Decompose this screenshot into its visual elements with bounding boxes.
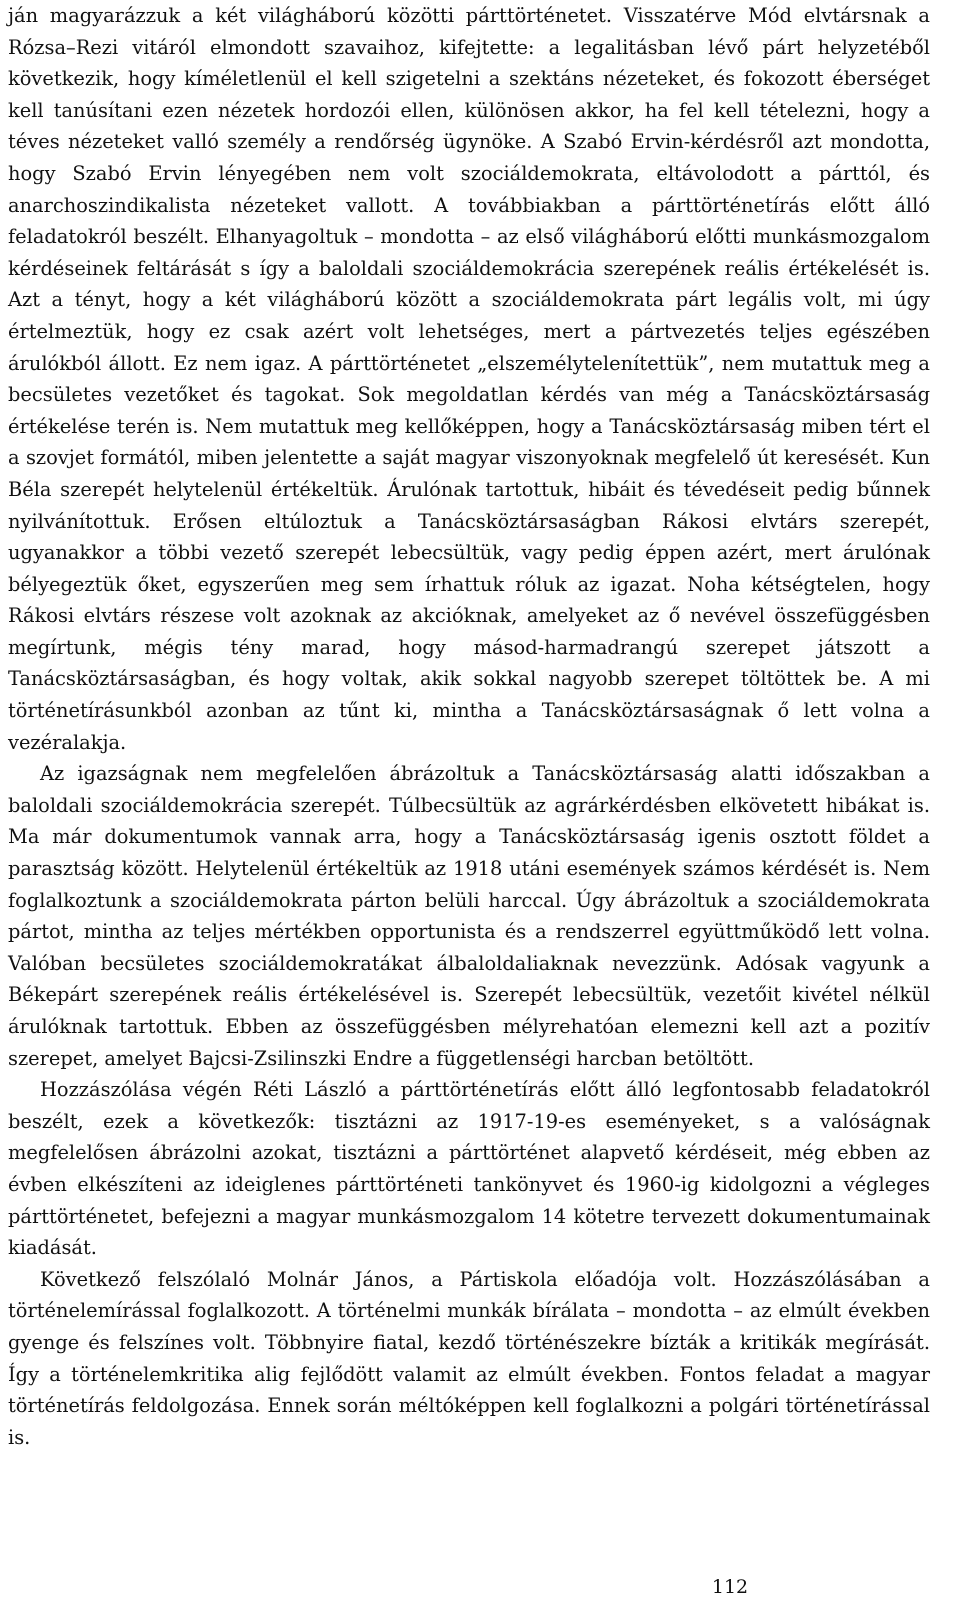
paragraph-4: Következő felszólaló Molnár János, a Pártiskola előadója volt. Hozzászólásában a történelemírással foglalkozott. A történelmi munkák bírálata – mondotta – az elmúlt években gyenge és felszínes volt. Többnyire fiatal, kezdő történészekre bízták a kritikák megírását. Így a történelemkritika alig fejlődött valamit az elmúlt években. Fontos feladat a magyar történetírás feldolgozása. Ennek során méltóképpen kell foglalkozni a polgári történetírással is. <box>8 1267 930 1449</box>
paragraph-2: Az igazságnak nem megfelelően ábrázoltuk a Tanácsköztársaság alatti időszakban a baloldali szociáldemokrácia szerepét. Túlbecsültük az agrárkérdésben elkövetett hibákat is. Ma már dokumentumok vannak arra, hogy a Tanácsköztársaság igenis osztott földet a parasztság között. Helytelenül értékeltük az 1918 utáni események számos kérdését is. Nem foglalkoztunk a szociáldemokrata párton belüli harccal. Úgy ábrázoltuk a szociáldemokrata pártot, mintha az teljes mértékben opportunista és a rendszerrel együttműködő lett volna. Valóban becsületes szociáldemokratákat álbaloldaliaknak nevezzünk. Adósak vagyunk a Békepárt szerepének reális értékelésével is. Szerepét lebecsültük, vezetőit kivétel nélkül árulóknak tartottuk. Ebben az összefüggésben mélyrehatóan elemezni kell azt a pozitív szerepet, amelyet Bajcsi-Zsilinszki Endre a függetlenségi harcban betöltött. <box>8 762 930 1070</box>
document-page <box>8 0 930 1453</box>
paragraph-3: Hozzászólása végén Réti László a párttörténetírás előtt álló legfontosabb feladatokról beszélt, ezek a következők: tisztázni az 1917-19-es eseményeket, s a valóságnak megfelelősen ábrázolni azokat, tisztázni a párttörténet alapvető kérdéseit, még ebben az évben elkészíteni az ideiglenes párttörténeti tankönyvet és 1960-ig kidolgozni a végleges párttörténetet, befejezni a magyar munkásmozgalom 14 kötetre tervezett dokumentumainak kiadását. <box>8 1078 930 1260</box>
page-number: 112 <box>711 1576 749 1598</box>
paragraph-1: ján magyarázzuk a két világháború közötti párttörténetet. Visszatérve Mód elvtársnak a Rózsa–Rezi vitáról elmondott szavaihoz, kifejtette: a legalitásban lévő párt helyzetéből következik, hogy kíméletlenül el kell szigetelni a szektáns nézeteket, és fokozott éberséget kell tanúsítani ezen nézetek hordozói ellen, különösen akkor, ha fel kell tételezni, hogy a téves nézeteket valló személy a rendőrség ügynöke. A Szabó Ervin-kérdésről azt mondotta, hogy Szabó Ervin lényegében nem volt szociáldemokrata, eltávolodott a párttól, és anarchoszindikalista nézeteket vallott. A továbbiakban a párttörténetírás előtt álló feladatokról beszélt. Elhanyagoltuk – mondotta – az első világháború előtti munkásmozgalom kérdéseinek feltárását s így a baloldali szociáldemokrácia szerepének reális értékelését is. Azt a tényt, hogy a két világháború között a szociáldemokrata párt legális volt, mi úgy értelmeztük, hogy ez csak azért volt lehetséges, mert a pártvezetés teljes egészében árulókból állott. Ez nem igaz. A párttörténetet „elszemélytelenítettük”, nem mutattuk meg a becsületes vezetőket és tagokat. Sok megoldatlan kérdés van még a Tanácsköztársaság értékelése terén is. Nem mutattuk meg kellőképpen, hogy a Tanácsköztársaság miben tért el a szovjet formától, miben jelentette a saját magyar viszonyoknak megfelelő út keresését. Kun Béla szerepét helytelenül értékeltük. Árulónak tartottuk, hibáit és tévedéseit pedig bűnnek nyilvánítottuk. Erősen eltúloztuk a Tanácsköztársaságban Rákosi elvtárs szerepét, ugyanakkor a többi vezető szerepét lebecsültük, vagy pedig éppen azért, mert árulónak bélyegeztük őket, egyszerűen meg sem írhattuk róluk az igazat. Noha kétségtelen, hogy Rákosi elvtárs részese volt azoknak az akcióknak, amelyeket az ő nevével összefüggésben megírtunk, mégis tény marad, hogy másod-harmadrangú szerepet játszott a Tanácsköztársaságban, és hogy voltak, akik sokkal nagyobb szerepet töltöttek be. A mi történetírásunkból azonban az tűnt ki, mintha a Tanácsköztársaságnak ő lett volna a vezéralakja. <box>8 4 930 754</box>
